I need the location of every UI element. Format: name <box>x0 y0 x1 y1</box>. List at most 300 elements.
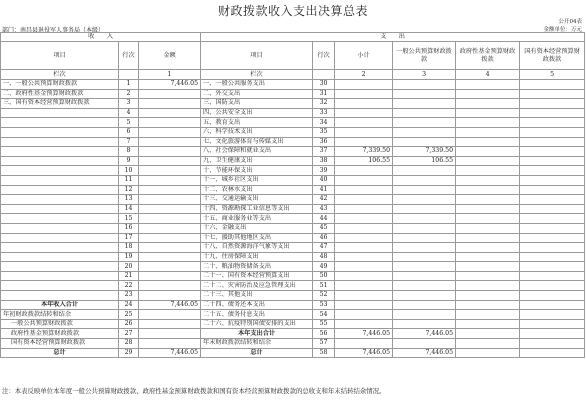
gov-fund-cell <box>456 223 520 233</box>
income-line-cell: 27 <box>119 329 139 339</box>
unit-label: 金额单位：万元 <box>543 27 582 33</box>
subtotal-cell <box>335 80 393 90</box>
income-item-cell <box>1 233 119 243</box>
table-row <box>1 214 585 224</box>
income-line-cell: 4 <box>119 108 139 118</box>
subtotal-cell <box>335 291 393 301</box>
soe-capital-cell <box>520 99 585 109</box>
income-line-cell: 26 <box>119 319 139 329</box>
expense-line-cell: 51 <box>313 281 335 291</box>
gen-budget-cell <box>393 252 456 262</box>
subtotal-cell <box>335 108 393 118</box>
table-row <box>1 185 585 195</box>
income-line-cell: 28 <box>119 339 139 349</box>
income-line-cell: 29 <box>119 348 139 358</box>
soe-capital-cell <box>520 175 585 185</box>
soe-capital-cell <box>520 271 585 281</box>
soe-capital-cell <box>520 329 585 339</box>
expense-item-cell: 总计 <box>201 348 313 358</box>
table-row <box>1 271 585 281</box>
subtotal-cell <box>335 214 393 224</box>
page-title: 财政拨款收入支出决算总表 <box>217 4 368 18</box>
income-amount-cell <box>139 329 201 339</box>
gov-fund-cell <box>456 339 520 349</box>
table-row <box>1 329 585 339</box>
lanci-col3: 3 <box>393 70 456 80</box>
expense-item-cell: 十四、资源勘探工业信息等支出 <box>201 204 313 214</box>
gov-fund-cell <box>456 262 520 272</box>
expense-line-cell: 45 <box>313 223 335 233</box>
income-item-cell <box>1 147 119 157</box>
gov-fund-cell <box>456 137 520 147</box>
gov-fund-cell <box>456 310 520 320</box>
lanci-col2: 2 <box>335 70 393 80</box>
income-amount-cell <box>139 223 201 233</box>
income-item-cell <box>1 271 119 281</box>
income-item-cell <box>1 108 119 118</box>
income-line-cell: 2 <box>119 89 139 99</box>
expense-item-cell: 七、文化旅游体育与传媒支出 <box>201 137 313 147</box>
expense-line-cell: 54 <box>313 310 335 320</box>
gen-budget-cell <box>393 166 456 176</box>
income-item-cell <box>1 156 119 166</box>
table-row <box>1 175 585 185</box>
income-line-cell: 1 <box>119 80 139 90</box>
expense-item-cell: 本年支出合计 <box>201 329 313 339</box>
subtotal-header: 小计 <box>335 42 393 70</box>
gov-fund-cell <box>456 233 520 243</box>
gen-budget-cell <box>393 204 456 214</box>
gen-budget-cell <box>393 108 456 118</box>
income-line-cell: 3 <box>119 99 139 109</box>
lanci-blank <box>313 70 335 80</box>
subtotal-cell <box>335 233 393 243</box>
subtotal-cell: 7,446.05 <box>335 348 393 358</box>
lanci-label: 栏次 <box>201 70 313 80</box>
expense-item-cell: 二十、粮油物资储备支出 <box>201 262 313 272</box>
gov-fund-cell <box>456 175 520 185</box>
gov-fund-cell <box>456 348 520 358</box>
income-amount-cell <box>139 108 201 118</box>
income-item-cell <box>1 214 119 224</box>
table-row <box>1 195 585 205</box>
income-line-cell: 11 <box>119 175 139 185</box>
income-amount-cell <box>139 262 201 272</box>
gov-fund-cell <box>456 281 520 291</box>
income-item-cell <box>1 223 119 233</box>
expense-item-cell: 二十一、国有资本经营预算支出 <box>201 271 313 281</box>
table-row <box>1 243 585 253</box>
income-item-cell: 本年收入合计 <box>1 300 119 310</box>
gen-budget-cell: 7,446.05 <box>393 348 456 358</box>
income-item-cell: 年初财政拨款结转和结余 <box>1 310 119 320</box>
table-row <box>1 147 585 157</box>
income-amount-cell <box>139 252 201 262</box>
gen-budget-cell <box>393 175 456 185</box>
gen-budget-cell <box>393 281 456 291</box>
subtotal-cell <box>335 118 393 128</box>
expense-line-cell: 55 <box>313 319 335 329</box>
gen-budget-cell <box>393 80 456 90</box>
soe-capital-cell <box>520 291 585 301</box>
income-amount-cell <box>139 281 201 291</box>
income-item-cell: 一、一般公共预算财政拨款 <box>1 80 119 90</box>
gov-fund-cell <box>456 156 520 166</box>
gov-fund-header: 政府性基金预算财政拨款 <box>456 42 520 70</box>
income-line-cell: 18 <box>119 243 139 253</box>
income-amount-cell <box>139 127 201 137</box>
expense-item-cell: 二十六、抗疫特别国债安排的支出 <box>201 319 313 329</box>
gen-budget-cell: 7,339.50 <box>393 147 456 157</box>
table-row <box>1 252 585 262</box>
soe-capital-cell <box>520 166 585 176</box>
gen-budget-cell <box>393 137 456 147</box>
income-item-cell <box>1 252 119 262</box>
expense-line-header: 行次 <box>313 42 335 70</box>
soe-capital-cell <box>520 147 585 157</box>
income-amount-cell <box>139 291 201 301</box>
income-item-cell: 政府性基金预算财政拨款 <box>1 329 119 339</box>
income-amount-cell <box>139 243 201 253</box>
table-row <box>1 156 585 166</box>
income-amount-cell <box>139 99 201 109</box>
gen-budget-cell <box>393 291 456 301</box>
gov-fund-cell <box>456 319 520 329</box>
income-item-cell: 二、政府性基金预算财政拨款 <box>1 89 119 99</box>
income-amount-cell <box>139 204 201 214</box>
table-row <box>1 166 585 176</box>
income-item-cell <box>1 204 119 214</box>
subtotal-cell: 7,446.05 <box>335 329 393 339</box>
expense-item-cell: 二、外交支出 <box>201 89 313 99</box>
subtotal-cell <box>335 300 393 310</box>
income-line-cell: 16 <box>119 223 139 233</box>
income-amount-cell <box>139 195 201 205</box>
soe-capital-cell <box>520 319 585 329</box>
gov-fund-cell <box>456 108 520 118</box>
gov-fund-cell <box>456 252 520 262</box>
table-row <box>1 99 585 109</box>
gov-fund-cell <box>456 118 520 128</box>
gen-budget-cell <box>393 300 456 310</box>
income-line-cell: 21 <box>119 271 139 281</box>
expense-item-cell: 六、科学技术支出 <box>201 127 313 137</box>
expense-line-cell: 58 <box>313 348 335 358</box>
gov-fund-cell <box>456 89 520 99</box>
income-item-cell: 总计 <box>1 348 119 358</box>
income-line-cell: 23 <box>119 291 139 301</box>
income-line-cell: 7 <box>119 137 139 147</box>
table-row <box>1 137 585 147</box>
income-amount-cell <box>139 137 201 147</box>
income-line-cell: 14 <box>119 204 139 214</box>
income-item-cell <box>1 166 119 176</box>
income-item-cell <box>1 185 119 195</box>
expense-item-cell: 二十二、灾害防治及应急管理支出 <box>201 281 313 291</box>
soe-capital-cell <box>520 127 585 137</box>
table-row <box>1 348 585 358</box>
expense-item-cell: 十五、商业服务业等支出 <box>201 214 313 224</box>
expense-item-cell: 十七、援助其他地区支出 <box>201 233 313 243</box>
soe-capital-cell <box>520 214 585 224</box>
gen-budget-cell <box>393 118 456 128</box>
expense-line-cell: 44 <box>313 214 335 224</box>
income-amount-cell <box>139 118 201 128</box>
expense-item-cell: 十八、自然资源海洋气象等支出 <box>201 243 313 253</box>
income-amount-cell: 7,446.05 <box>139 80 201 90</box>
soe-capital-cell <box>520 195 585 205</box>
gov-fund-cell <box>456 300 520 310</box>
table-row <box>1 118 585 128</box>
subtotal-cell <box>335 127 393 137</box>
income-amount-cell <box>139 214 201 224</box>
income-line-cell: 10 <box>119 166 139 176</box>
lanci-label: 栏次 <box>1 70 119 80</box>
subtotal-cell: 7,339.50 <box>335 147 393 157</box>
income-item-cell <box>1 175 119 185</box>
income-amount-cell <box>139 156 201 166</box>
income-item-cell: 一般公共预算财政拨款 <box>1 319 119 329</box>
expense-line-cell: 53 <box>313 300 335 310</box>
table-row <box>1 89 585 99</box>
gov-fund-cell <box>456 185 520 195</box>
gov-fund-cell <box>456 99 520 109</box>
table-row <box>1 262 585 272</box>
gen-budget-cell <box>393 319 456 329</box>
income-line-cell: 6 <box>119 127 139 137</box>
gen-budget-cell: 106.55 <box>393 156 456 166</box>
gov-fund-cell <box>456 243 520 253</box>
gov-fund-cell <box>456 127 520 137</box>
soe-capital-header: 国有资本经营预算财政拨款 <box>520 42 585 70</box>
table-row <box>1 291 585 301</box>
gen-budget-cell <box>393 223 456 233</box>
subtotal-cell <box>335 223 393 233</box>
income-item-cell <box>1 291 119 301</box>
gen-budget-cell <box>393 89 456 99</box>
expense-line-cell: 38 <box>313 156 335 166</box>
expense-line-cell: 30 <box>313 80 335 90</box>
lanci-col4: 4 <box>456 70 520 80</box>
expense-item-cell: 五、教育支出 <box>201 118 313 128</box>
gen-budget-cell <box>393 127 456 137</box>
gov-fund-cell <box>456 195 520 205</box>
expense-item-cell: 四、公共安全支出 <box>201 108 313 118</box>
expense-line-cell: 36 <box>313 137 335 147</box>
income-line-cell: 12 <box>119 185 139 195</box>
expense-line-cell: 57 <box>313 339 335 349</box>
expense-item-header: 项目 <box>201 42 313 70</box>
soe-capital-cell <box>520 137 585 147</box>
income-line-cell: 8 <box>119 147 139 157</box>
income-amount-cell <box>139 185 201 195</box>
lanci-blank <box>119 70 139 80</box>
table-row <box>1 339 585 349</box>
income-amount-cell: 7,446.05 <box>139 348 201 358</box>
expense-line-cell: 41 <box>313 185 335 195</box>
expense-line-cell: 31 <box>313 89 335 99</box>
table-row <box>1 223 585 233</box>
income-amount-header: 金额 <box>139 42 201 70</box>
gen-budget-cell <box>393 233 456 243</box>
expense-line-cell: 35 <box>313 127 335 137</box>
gov-fund-cell <box>456 80 520 90</box>
gen-budget-cell <box>393 262 456 272</box>
expense-line-cell: 39 <box>313 166 335 176</box>
gen-budget-cell: 7,446.05 <box>393 329 456 339</box>
income-amount-cell <box>139 147 201 157</box>
expense-item-cell: 一、一般公共服务支出 <box>201 80 313 90</box>
expense-item-cell: 年末财政拨款结转和结余 <box>201 339 313 349</box>
table-row <box>1 127 585 137</box>
expense-line-cell: 52 <box>313 291 335 301</box>
table-row <box>1 300 585 310</box>
expense-line-cell: 37 <box>313 147 335 157</box>
expense-line-cell: 46 <box>313 233 335 243</box>
income-item-cell <box>1 118 119 128</box>
income-amount-cell <box>139 233 201 243</box>
income-line-cell: 24 <box>119 300 139 310</box>
subtotal-cell <box>335 89 393 99</box>
subtotal-cell <box>335 137 393 147</box>
gov-fund-cell <box>456 147 520 157</box>
income-header: 收 入 <box>1 33 201 42</box>
income-amount-cell <box>139 175 201 185</box>
table-row <box>1 233 585 243</box>
income-line-cell: 25 <box>119 310 139 320</box>
soe-capital-cell <box>520 233 585 243</box>
subtotal-cell <box>335 319 393 329</box>
table-row <box>1 204 585 214</box>
soe-capital-cell <box>520 252 585 262</box>
income-amount-cell <box>139 166 201 176</box>
income-item-cell <box>1 281 119 291</box>
expense-line-cell: 33 <box>313 108 335 118</box>
expense-item-cell: 二十四、债务还本支出 <box>201 300 313 310</box>
soe-capital-cell <box>520 281 585 291</box>
footnote: 注：本表反映单位本年度一般公共预算财政拨款、政府性基金预算财政拨款和国有资本经营预算财政拨款的总收支和年末结转结余情况。 <box>2 387 386 395</box>
expense-item-cell: 二十三、其他支出 <box>201 291 313 301</box>
income-line-cell: 17 <box>119 233 139 243</box>
soe-capital-cell <box>520 310 585 320</box>
soe-capital-cell <box>520 204 585 214</box>
income-item-cell <box>1 243 119 253</box>
income-line-cell: 22 <box>119 281 139 291</box>
expense-line-cell: 34 <box>313 118 335 128</box>
table-row <box>1 108 585 118</box>
table-tag: 公开04表 <box>558 19 582 25</box>
subtotal-cell <box>335 175 393 185</box>
income-amount-cell: 7,446.05 <box>139 300 201 310</box>
gov-fund-cell <box>456 214 520 224</box>
expense-line-cell: 43 <box>313 204 335 214</box>
table-row <box>1 310 585 320</box>
gov-fund-cell <box>456 204 520 214</box>
soe-capital-cell <box>520 108 585 118</box>
income-item-cell: 国有资本经营预算财政拨款 <box>1 339 119 349</box>
expense-item-cell: 十一、城乡社区支出 <box>201 175 313 185</box>
income-line-cell: 13 <box>119 195 139 205</box>
gen-budget-cell <box>393 339 456 349</box>
subtotal-cell <box>335 185 393 195</box>
expense-item-cell: 十三、交通运输支出 <box>201 195 313 205</box>
expense-line-cell: 50 <box>313 271 335 281</box>
gen-budget-cell <box>393 243 456 253</box>
gen-budget-cell <box>393 99 456 109</box>
subtotal-cell <box>335 262 393 272</box>
soe-capital-cell <box>520 80 585 90</box>
subtotal-cell <box>335 99 393 109</box>
subtotal-cell <box>335 281 393 291</box>
gov-fund-cell <box>456 166 520 176</box>
soe-capital-cell <box>520 339 585 349</box>
expense-item-cell: 十、节能环保支出 <box>201 166 313 176</box>
soe-capital-cell <box>520 156 585 166</box>
income-item-cell <box>1 195 119 205</box>
soe-capital-cell <box>520 262 585 272</box>
expense-line-cell: 49 <box>313 262 335 272</box>
table-row <box>1 319 585 329</box>
income-line-cell: 9 <box>119 156 139 166</box>
gen-budget-cell <box>393 271 456 281</box>
expense-line-cell: 48 <box>313 252 335 262</box>
income-line-cell: 20 <box>119 262 139 272</box>
subtotal-cell <box>335 310 393 320</box>
expense-line-cell: 42 <box>313 195 335 205</box>
gen-budget-cell <box>393 310 456 320</box>
soe-capital-cell <box>520 243 585 253</box>
soe-capital-cell <box>520 185 585 195</box>
income-item-cell <box>1 137 119 147</box>
subtotal-cell <box>335 195 393 205</box>
income-line-cell: 15 <box>119 214 139 224</box>
department-label: 部门：南昌县退役军人事务局（本级） <box>2 27 105 34</box>
lanci-col5: 5 <box>520 70 585 80</box>
soe-capital-cell <box>520 300 585 310</box>
gen-budget-cell <box>393 185 456 195</box>
income-amount-cell <box>139 310 201 320</box>
subtotal-cell <box>335 243 393 253</box>
subtotal-cell <box>335 271 393 281</box>
table-row <box>1 281 585 291</box>
expense-line-cell: 32 <box>313 99 335 109</box>
soe-capital-cell <box>520 118 585 128</box>
expense-item-cell: 十二、农林水支出 <box>201 185 313 195</box>
expense-line-cell: 40 <box>313 175 335 185</box>
income-item-cell <box>1 262 119 272</box>
expense-item-cell: 十九、住房保障支出 <box>201 252 313 262</box>
expense-header: 支 出 <box>201 33 585 42</box>
income-line-header: 行次 <box>119 42 139 70</box>
gen-budget-cell <box>393 195 456 205</box>
expense-line-cell: 47 <box>313 243 335 253</box>
table-body <box>1 80 585 358</box>
soe-capital-cell <box>520 223 585 233</box>
expense-item-cell: 八、社会保障和就业支出 <box>201 147 313 157</box>
expense-item-cell: 三、国防支出 <box>201 99 313 109</box>
expense-line-cell: 56 <box>313 329 335 339</box>
subtotal-cell <box>335 166 393 176</box>
expense-item-cell: 十六、金融支出 <box>201 223 313 233</box>
gov-fund-cell <box>456 291 520 301</box>
gov-fund-cell <box>456 271 520 281</box>
table-row <box>1 80 585 90</box>
gen-budget-header: 一般公共预算财政拨款 <box>393 42 456 70</box>
income-amount-cell <box>139 271 201 281</box>
expense-item-cell: 二十五、债务付息支出 <box>201 310 313 320</box>
subtotal-cell <box>335 204 393 214</box>
expense-item-cell: 九、卫生健康支出 <box>201 156 313 166</box>
